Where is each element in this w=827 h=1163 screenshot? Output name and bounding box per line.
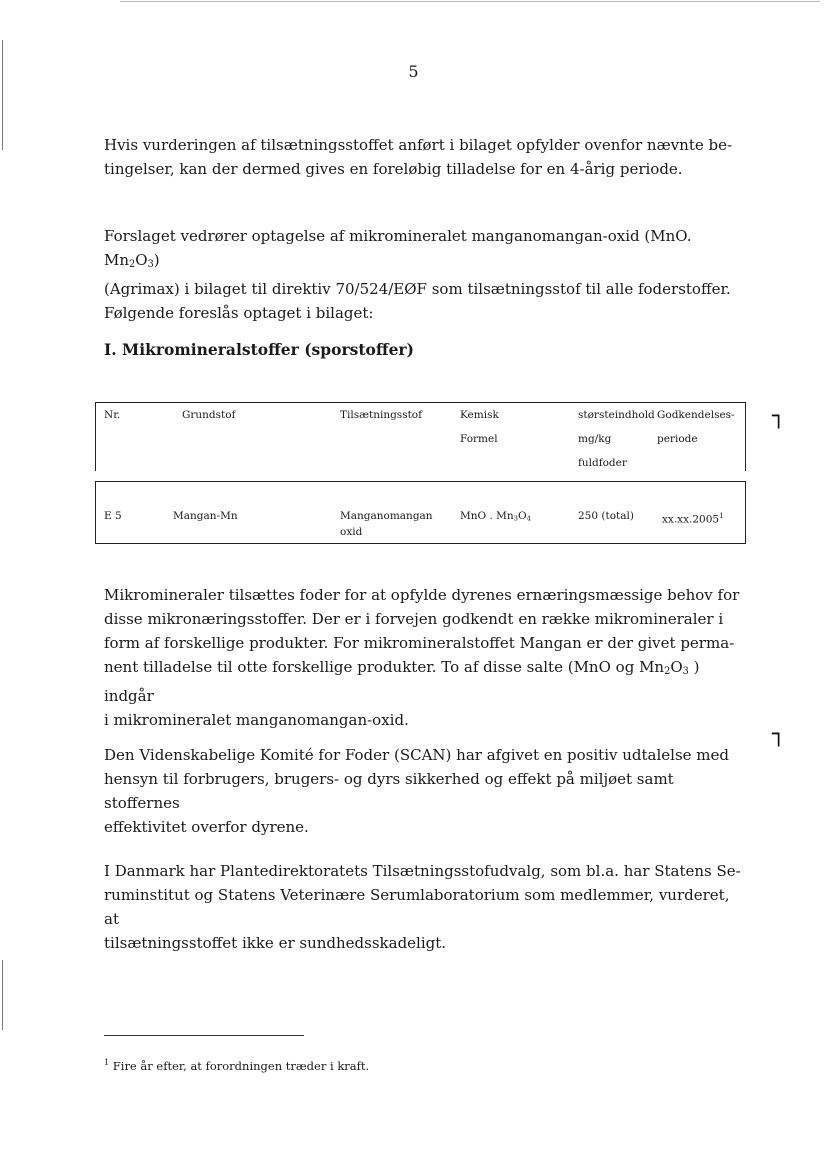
paragraph-2: Forslaget vedrører optagelse af mikromineralet manganomangan-oxid (MnO. $Mn_2O_3$) (Agrimax) i bilaget til direktiv 70/524/EØF som tilsætningsstof til alle foderstoffer. Følgende foreslås optaget i bilaget: — [104, 227, 731, 322]
paragraph-3: Mikromineraler tilsættes foder for at opfylde dyrenes ernæringsmæssige behov for disse mikronæringsstoffer. Der er i forvejen godkendt en række mikromineraler i form af forskellige produkter. For mikromineralstoffet Mangan er der givet perma- nent tilladelse til otte forskellige produkter. To af disse salte (MnO og $Mn_2O_3$ ) indgår i mikromineralet manganomangan-oxid. — [104, 586, 740, 729]
header-nr: Nr. — [104, 409, 121, 421]
footnote-divider — [104, 1035, 304, 1036]
row-tilsaetningsstof: Manganomangan oxid — [340, 510, 433, 538]
header-grundstof: Grundstof — [182, 409, 236, 421]
row-indhold: 250 (total) — [578, 510, 634, 522]
header-tilsaetningsstof: Tilsætningsstof — [340, 409, 423, 421]
footnote-text: Fire år efter, at forordningen træder i kraft. — [112, 1058, 370, 1073]
row-grundstof: Mangan-Mn — [173, 510, 238, 522]
footnote — [104, 1058, 369, 1073]
row-periode: xx.xx.2005$^1$ — [662, 511, 724, 526]
scan-left-edge — [2, 960, 3, 1030]
header-stoersteindhold: størsteindhold — [578, 409, 655, 421]
row-formel: MnO . $Mn_3O_4$ — [460, 510, 531, 523]
header-fuldfoder: fuldfoder — [578, 457, 627, 469]
scan-left-edge — [2, 40, 3, 150]
section-heading: I. Mikromineralstoffer (sporstoffer) — [104, 340, 414, 359]
footnote-ref: 1 — [719, 511, 724, 520]
header-godkendelses: Godkendelses- — [657, 409, 735, 421]
punch-hole-mark: ┐ — [772, 722, 786, 747]
row-nr: E 5 — [104, 510, 122, 522]
header-periode: periode — [657, 433, 698, 445]
punch-hole-mark: ┐ — [772, 404, 786, 429]
table-row — [95, 481, 746, 544]
header-kemisk: Kemisk — [460, 409, 499, 421]
table-header — [95, 402, 746, 471]
paragraph-4: Den Videnskabelige Komité for Foder (SCAN) har afgivet en positiv udtalelse med hensyn til forbrugers, brugers- og dyrs sikkerhed og effekt på miljøet samt stoffernes effektivitet overfor dyrene. — [104, 746, 729, 836]
paragraph-5: I Danmark har Plantedirektoratets Tilsætningsstofudvalg, som bl.a. har Statens Se- ruminstitut og Statens Veterinære Serumlaboratorium som medlemmer, vurderet, at tilsætningsstoffet ikke er sundhedsskadeligt. — [104, 862, 741, 952]
paragraph-1: Hvis vurderingen af tilsætningsstoffet anført i bilaget opfylder ovenfor nævnte be- tingelser, kan der dermed gives en foreløbig tilladelse for en 4-årig periode. — [104, 136, 733, 178]
header-mgkg: mg/kg — [578, 433, 612, 445]
page-number: 5 — [408, 62, 419, 81]
header-formel: Formel — [460, 433, 498, 445]
scan-top-edge — [120, 1, 820, 2]
footnote-marker: 1 — [104, 1058, 110, 1067]
